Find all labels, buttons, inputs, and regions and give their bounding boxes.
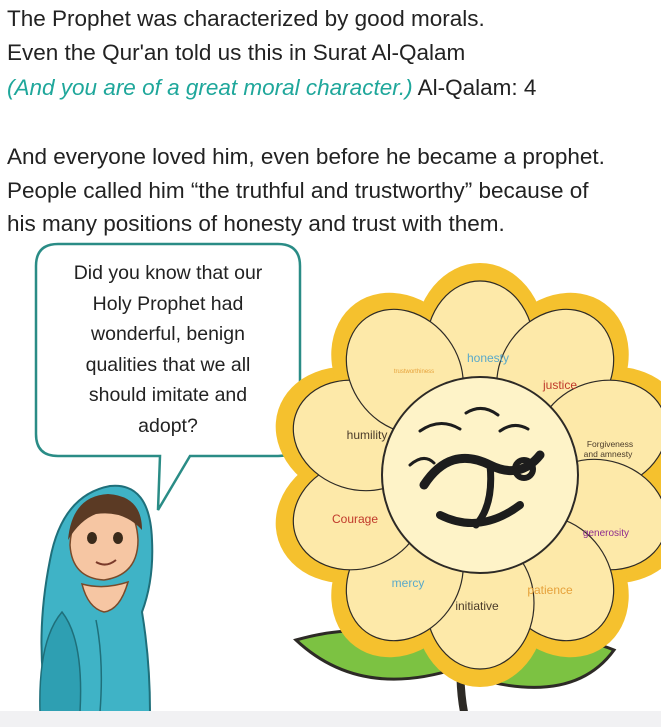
speech-bubble-text <box>48 258 288 441</box>
flower <box>258 263 661 687</box>
bubble-line: adopt? <box>138 414 198 437</box>
quran-quote: (And you are of a great moral character.) <box>7 75 413 100</box>
bottom-divider <box>0 711 661 727</box>
petal-label-mercy: mercy <box>391 576 425 590</box>
petal-label-courage: Courage <box>331 512 379 526</box>
text-line-2: Even the Qur'an told us this in Surat Al-Qalam <box>7 40 466 65</box>
petal-label-justice: justice <box>542 378 578 392</box>
bubble-line: wonderful, benign <box>91 323 245 345</box>
petal-label-initiative: initiative <box>455 599 499 613</box>
petal-label-humility: humility <box>346 428 388 442</box>
petal-label-forgiveness: Forgiveness <box>586 439 634 449</box>
petal-label-patience: patience <box>527 583 573 597</box>
text-line-6: his many positions of honesty and trust with them. <box>7 211 505 236</box>
bubble-line: qualities that we all <box>85 353 251 376</box>
text-line-1: The Prophet was characterized by good morals. <box>7 6 485 31</box>
petal-label-trustworthiness: trustworthiness <box>393 369 435 375</box>
bubble-line: Holy Prophet had <box>92 292 244 315</box>
text-line-5: People called him “the truthful and trustworthy” because of <box>7 178 589 203</box>
petal-label-generosity: generosity <box>582 528 630 539</box>
petal-label-honesty: honesty <box>466 351 510 365</box>
text-line-4: And everyone loved him, even before he became a prophet. <box>7 144 605 169</box>
petal-label-amnesty: and amnesty <box>583 449 633 459</box>
bubble-line: should imitate and <box>88 384 248 406</box>
girl-illustration <box>40 486 152 712</box>
bubble-line: Did you know that our <box>73 262 263 284</box>
quran-reference: Al-Qalam: 4 <box>412 75 537 100</box>
flower-center <box>382 377 578 573</box>
